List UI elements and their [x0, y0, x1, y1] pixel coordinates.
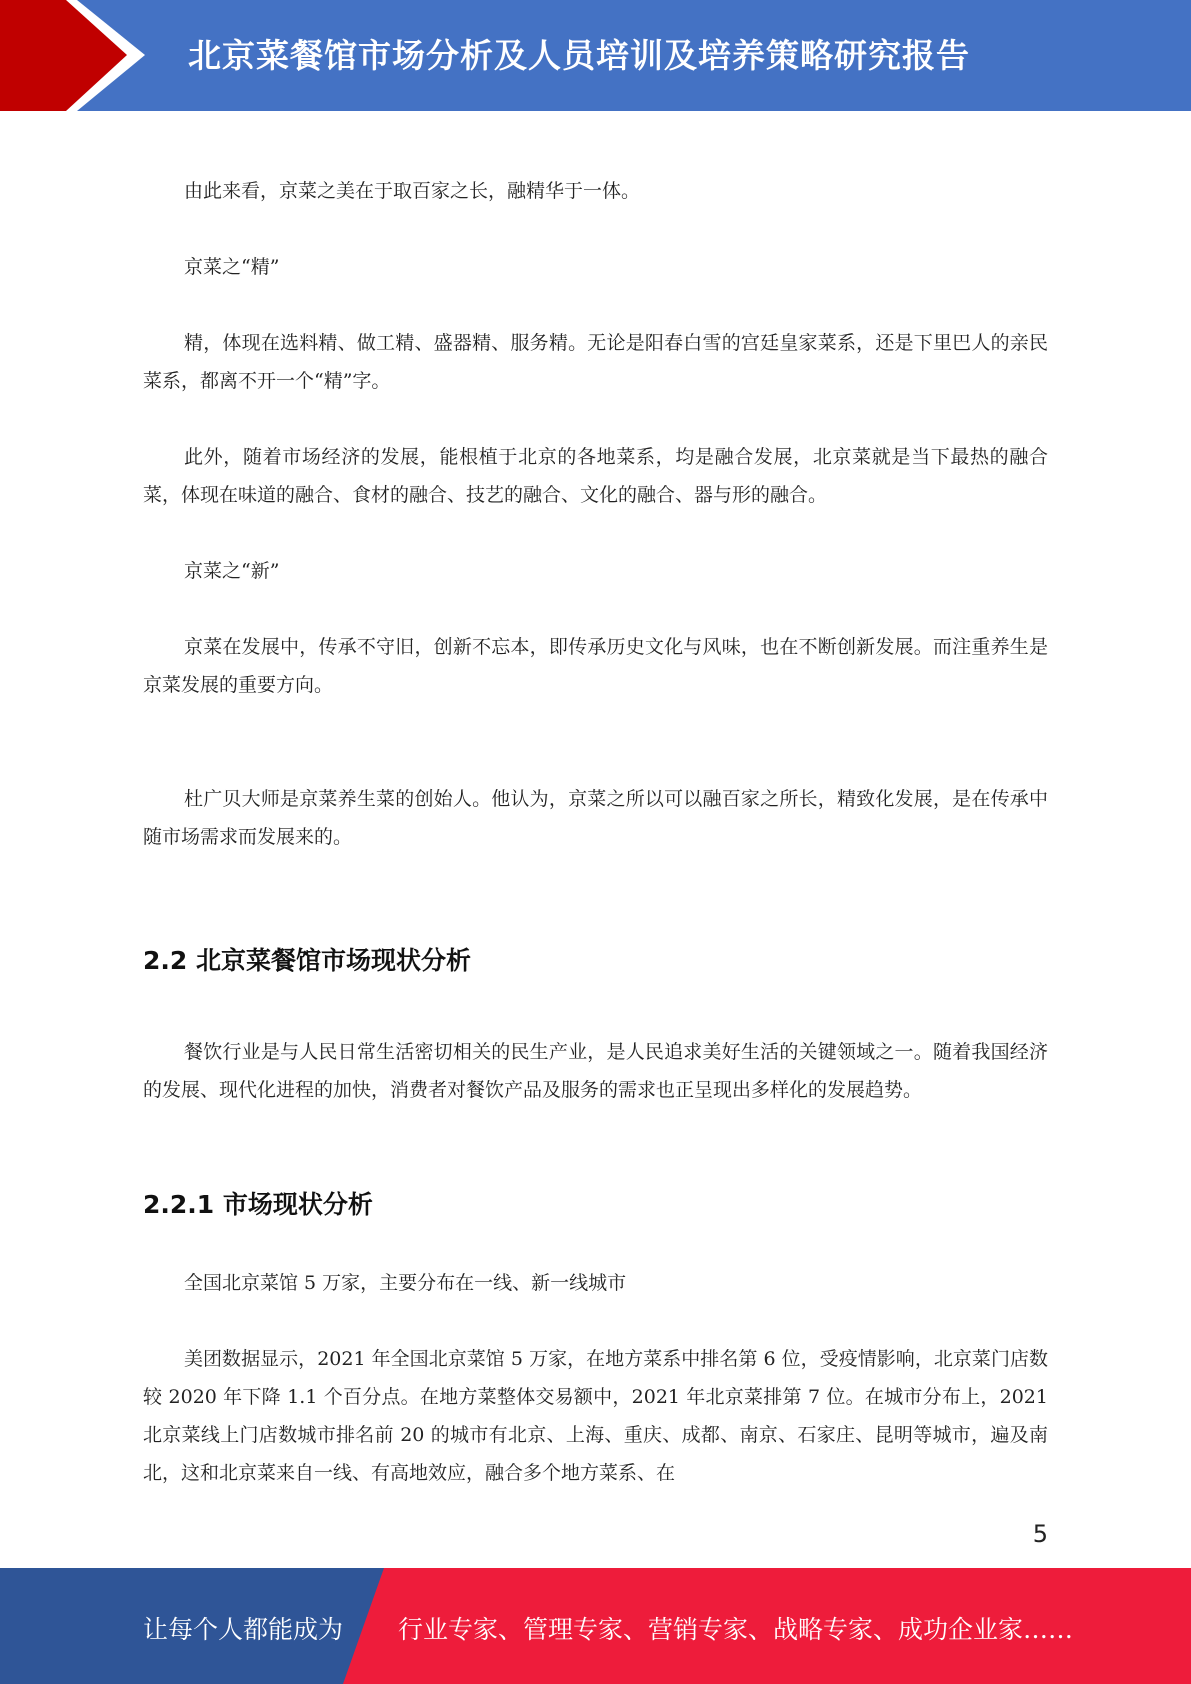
section-heading-2-2: 2.2 北京菜餐馆市场现状分析 [143, 946, 471, 975]
paragraph: 精，体现在选料精、做工精、盛器精、服务精。无论是阳春白雪的宫廷皇家菜系，还是下里巴人的亲民菜系，都离不开一个“精”字。 [143, 332, 1048, 392]
subheading-jing: 京菜之“精” [184, 256, 280, 278]
paragraph: 此外，随着市场经济的发展，能根植于北京的各地菜系，均是融合发展，北京菜就是当下最热的融合菜，体现在味道的融合、食材的融合、技艺的融合、文化的融合、器与形的融合。 [143, 446, 1048, 506]
footer-slogan-right: 行业专家、管理专家、营销专家、战略专家、成功企业家…… [398, 1615, 1074, 1644]
footer-slogan-left: 让每个人都能成为 [143, 1615, 344, 1644]
header-title: 北京菜餐馆市场分析及人员培训及培养策略研究报告 [188, 36, 970, 75]
section-heading-2-2-1: 2.2.1 市场现状分析 [143, 1190, 373, 1219]
subheading-xin: 京菜之“新” [184, 560, 280, 582]
paragraph-lead: 全国北京菜馆 5 万家，主要分布在一线、新一线城市 [184, 1272, 627, 1294]
page-footer [0, 1568, 1191, 1684]
paragraph: 美团数据显示，2021 年全国北京菜馆 5 万家，在地方菜系中排名第 6 位，受疫情影响，北京菜门店数较 2020 年下降 1.1 个百分点。在地方菜整体交易额中，2021 年北京菜排第 7 位。在城市分布上，2021 北京菜线上门店数城市排名前 20 的城市有北京、上海、重庆、成都、南京、石家庄、昆明等城市，遍及南北，这和北京菜来自一线、有高地效应，融合多个地方菜系、在 [143, 1348, 1048, 1484]
paragraph: 餐饮行业是与人民日常生活密切相关的民生产业，是人民追求美好生活的关键领域之一。随着我国经济的发展、现代化进程的加快，消费者对餐饮产品及服务的需求也正呈现出多样化的发展趋势。 [143, 1041, 1048, 1101]
paragraph: 杜广贝大师是京菜养生菜的创始人。他认为，京菜之所以可以融百家之所长，精致化发展，是在传承中随市场需求而发展来的。 [143, 788, 1048, 848]
page-number: 5 [1032, 1520, 1048, 1548]
page-header [0, 0, 1191, 111]
paragraph: 由此来看，京菜之美在于取百家之长，融精华于一体。 [184, 180, 641, 202]
paragraph: 京菜在发展中，传承不守旧，创新不忘本，即传承历史文化与风味，也在不断创新发展。而注重养生是京菜发展的重要方向。 [143, 636, 1048, 696]
header-arrow-decoration [0, 0, 160, 111]
